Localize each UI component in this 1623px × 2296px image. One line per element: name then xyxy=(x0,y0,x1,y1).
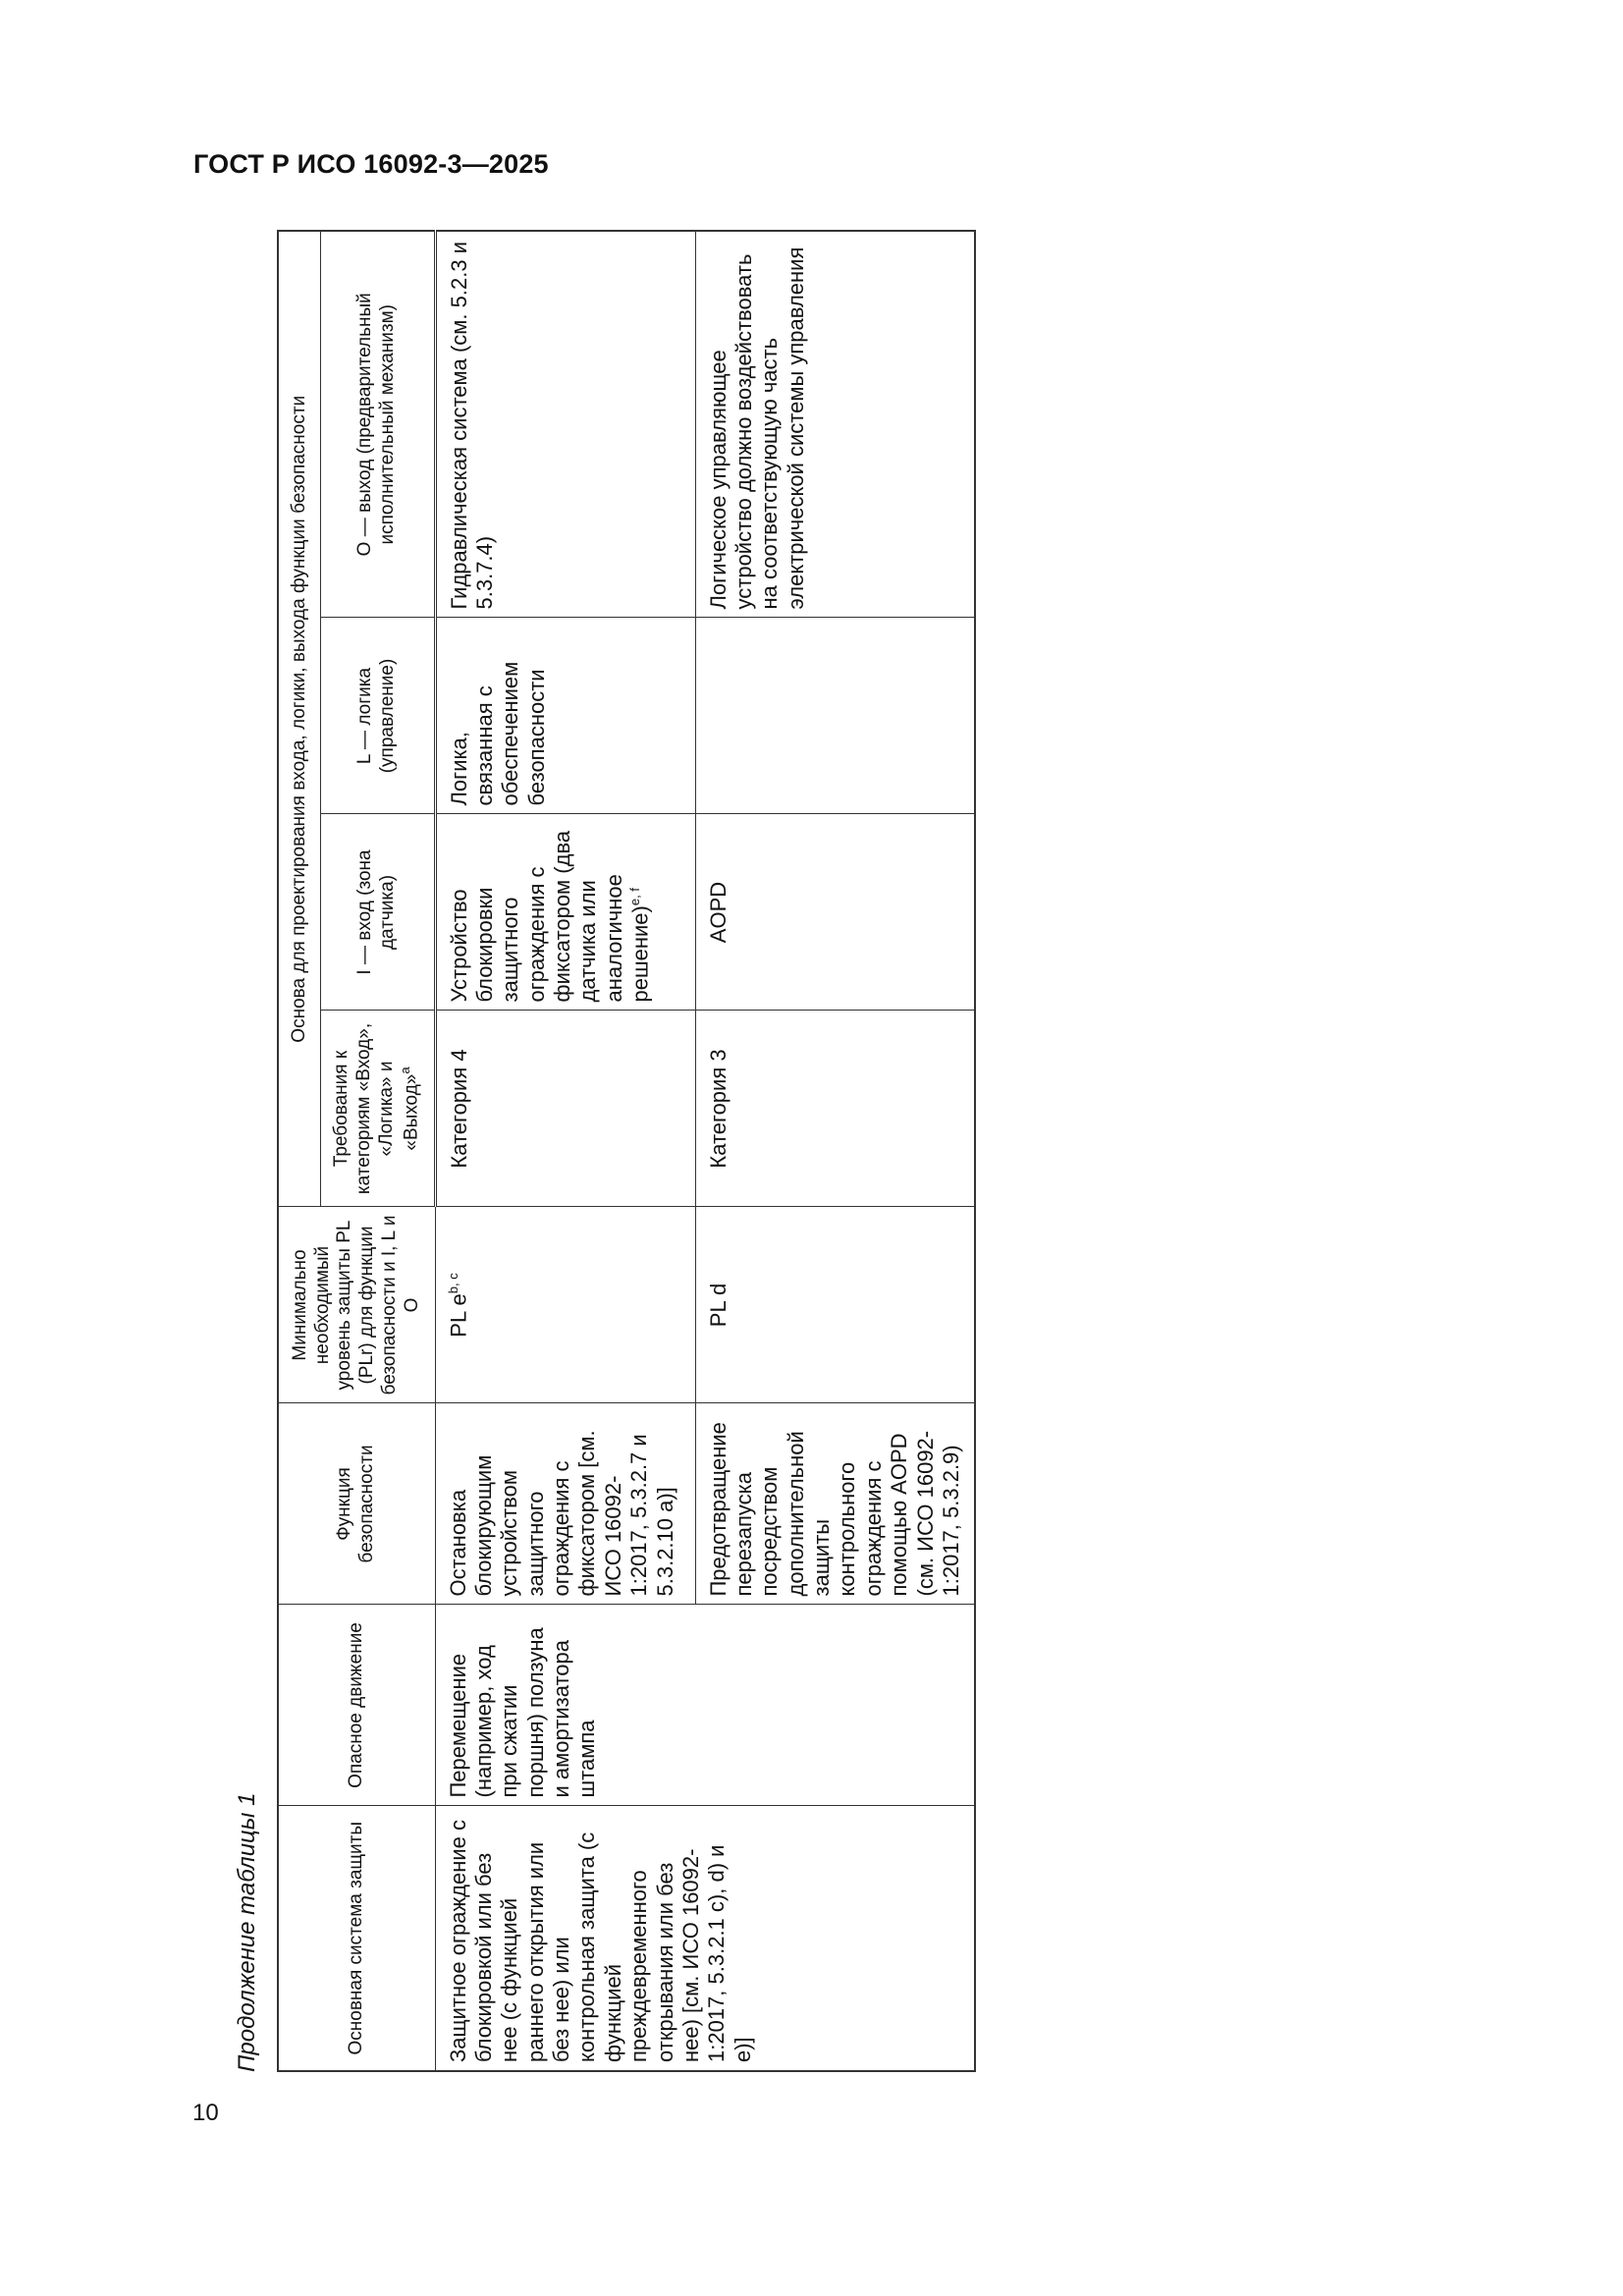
header-logic: L — логика (управление) xyxy=(321,618,436,814)
header-category-req-text: Требования к категориям «Вход», «Логика» и «Выход» xyxy=(331,1022,422,1195)
rotated-table-region xyxy=(234,226,1009,2072)
cell-input-1-text: Устройство блокировки защитного ограждения с фиксатором (два датчика или аналогичное решение) xyxy=(446,830,653,1003)
table-row xyxy=(435,231,695,2071)
document-id: ГОСТ Р ИСО 16092-3—2025 xyxy=(193,149,549,179)
cell-logic-2 xyxy=(695,618,975,814)
table-header-row xyxy=(278,231,321,2071)
header-category-req xyxy=(321,1011,436,1207)
cell-min-pl-1 xyxy=(435,1207,695,1403)
header-output: O — выход (предварительный исполнительный механизм) xyxy=(321,231,436,618)
safety-table xyxy=(277,230,976,2072)
cell-category-1: Категория 4 xyxy=(435,1011,695,1207)
header-input: I — вход (зона датчика) xyxy=(321,814,436,1011)
cell-hazardous-motion: Перемещение (например, ход при сжатии поршня) ползуна и амортизатора штампа xyxy=(435,1605,975,1806)
table-caption: Продолжение таблицы 1 xyxy=(234,1792,260,2072)
cell-min-pl-2: PL d xyxy=(695,1207,975,1403)
header-design-basis-group: Основа для проектирования входа, логики, выхода функции безопасности xyxy=(278,231,321,1207)
header-basic-protection: Основная система защиты xyxy=(278,1806,435,2071)
cell-basic-protection: Защитное ограждение с блокировкой или без нее (с функцией раннего открытия или без нее) или контрольная защита (с функцией преждевременного открывания или без нее) [см. ИСО 16092-1:2017, 5.3.2.1 c), d) и e)] xyxy=(435,1806,975,2071)
cell-logic-1: Логика, связанная с обеспечением безопасности xyxy=(435,618,695,814)
cell-input-1 xyxy=(435,814,695,1011)
cell-output-2: Логическое управляющее устройство должно воздействовать на соответствующую часть электрической системы управления xyxy=(695,231,975,618)
cell-safety-function-1: Остановка блокирующим устройством защитного ограждения с фиксатором [см. ИСО 16092-1:2017, 5.3.2.7 и 5.3.2.10 a)] xyxy=(435,1403,695,1605)
footnote-bc: b, c xyxy=(445,1273,460,1294)
header-hazardous-motion: Опасное движение xyxy=(278,1605,435,1806)
page-number: 10 xyxy=(192,2100,219,2126)
cell-safety-function-2: Предотвращение перезапуска посредством дополнительной защиты контрольного ограждения с помощью AOPD (см. ИСО 16092-1:2017, 5.3.2.9) xyxy=(695,1403,975,1605)
footnote-a: a xyxy=(398,1066,413,1074)
header-min-pl: Минимально необходимый уровень защиты PL (PLr) для функции безопасности и I, L и O xyxy=(278,1207,435,1403)
cell-output-1: Гидравлическая система (см. 5.2.3 и 5.3.7.4) xyxy=(435,231,695,618)
footnote-ef: e, f xyxy=(627,888,643,906)
cell-input-2: AOPD xyxy=(695,814,975,1011)
cell-min-pl-1-text: PL e xyxy=(445,1293,470,1338)
cell-category-2: Категория 3 xyxy=(695,1011,975,1207)
header-safety-function: Функция безопасности xyxy=(278,1403,435,1605)
